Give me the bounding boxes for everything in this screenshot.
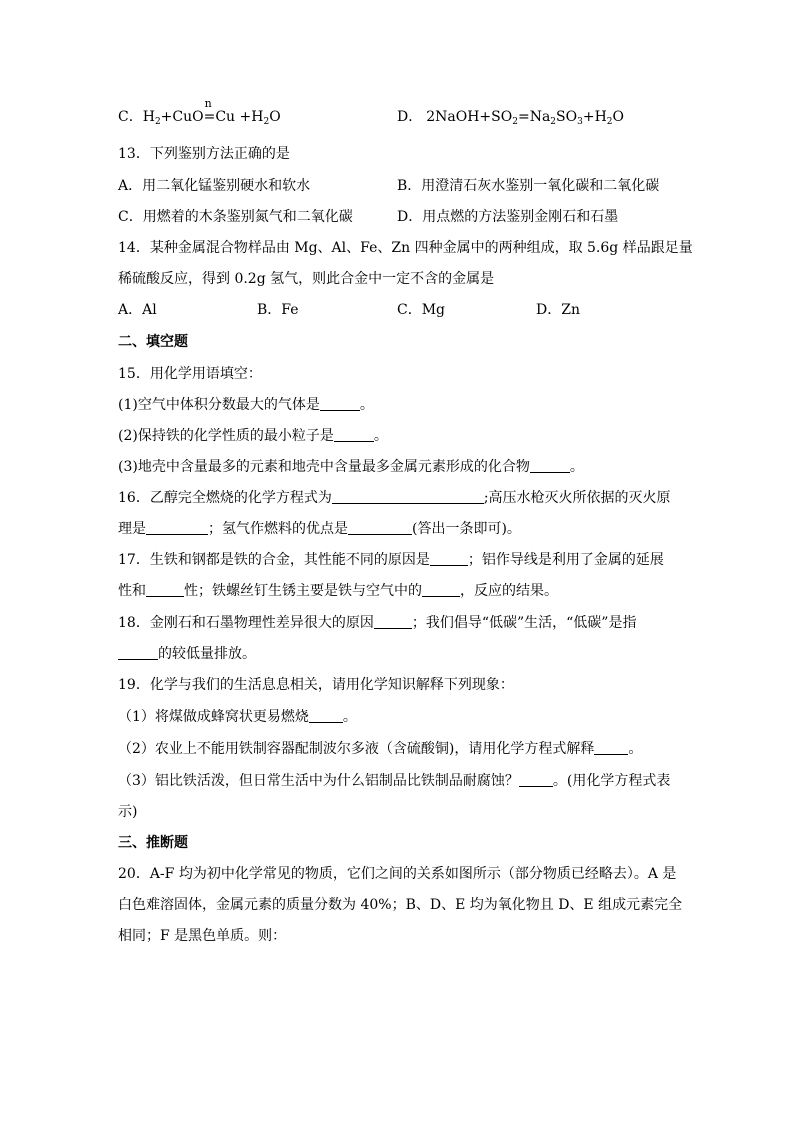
section-heading-fill-blank: 二、填空题 (118, 334, 188, 350)
q19-part3-cont: 示) (118, 804, 138, 820)
q17-line2: 性和 性；铁螺丝钉生锈主要是铁与空气中的 ，反应的结果。 (118, 583, 558, 599)
q20-line1: 20．A-F 均为初中化学常见的物质，它们之间的关系如图所示（部分物质已经略去）。A 是 (118, 866, 677, 882)
q14-option-d: D．Zn (536, 302, 580, 318)
q14-option-a: A．Al (118, 302, 157, 318)
q13-option-b: B．用澄清石灰水鉴别一氧化碳和二氧化碳 (397, 178, 660, 194)
q13-stem: 13．下列鉴别方法正确的是 (118, 146, 290, 162)
answer-blank (374, 614, 412, 629)
q14-option-c: C．Mg (397, 302, 446, 318)
q16-line2: 理是 ；氢气作燃料的优点是 (答出一条即可)。 (118, 521, 521, 537)
q12-option-c: C．$H_2+CuO$ n $=Cu +H_2O$ (118, 97, 281, 127)
q19-part2: （2）农业上不能用铁制容器配制波尔多液（含硫酸铜)，请用化学方程式解释 。 (118, 741, 643, 757)
q15-part1: (1)空气中体积分数最大的气体是 。 (118, 397, 374, 413)
answer-blank (430, 551, 468, 566)
q13-option-d: D．用点燃的方法鉴别金刚石和石墨 (397, 209, 619, 225)
q13-option-c: C．用燃着的木条鉴别氮气和二氧化碳 (118, 209, 353, 225)
q20-line2: 白色难溶固体，金属元素的质量分数为 40%；B、D、E 均为氧化物且 D、E 组成元素完全 (118, 897, 683, 913)
q18-line2: 的较低量排放。 (118, 644, 256, 664)
q14-stem-line2: 稀硫酸反应，得到 0.2g 氢气，则此合金中一定不含的金属是 (118, 271, 495, 287)
answer-blank (594, 740, 628, 755)
answer-blank (118, 645, 158, 660)
q15-part3: (3)地壳中含量最多的元素和地壳中含量最多金属元素形成的化合物 。 (118, 459, 584, 475)
answer-blank (146, 520, 208, 535)
q16-line1: 16．乙醇完全燃烧的化学方程式为 ;高压水枪灭火所依据的灭火原 (118, 490, 671, 506)
q14-option-b: B．Fe (257, 302, 299, 318)
q12-option-d: D． $2NaOH+SO_2=Na_2SO_3+H_2O$ (397, 109, 625, 127)
answer-blank (309, 708, 343, 723)
section-heading-inference: 三、推断题 (118, 835, 188, 851)
answer-blank (146, 582, 184, 597)
q19-part3: （3）铝比铁活泼，但日常生活中为什么铝制品比铁制品耐腐蚀？ 。(用化学方程式表 (118, 773, 671, 789)
q13-option-a: A．用二氧化锰鉴别硬水和软水 (118, 178, 311, 194)
q19-stem: 19．化学与我们的生活息息相关，请用化学知识解释下列现象： (118, 677, 514, 693)
reaction-condition: n = (203, 97, 216, 125)
q17-line1: 17．生铁和钢都是铁的合金，其性能不同的原因是 ；铝作导线是利用了金属的延展 (118, 552, 664, 568)
answer-blank (332, 489, 484, 504)
answer-blank (320, 396, 360, 411)
q15-part2: (2)保持铁的化学性质的最小粒子是 。 (118, 428, 388, 444)
q20-line3: 相同；F 是黑色单质。则： (118, 928, 287, 944)
q18-line1: 18．金刚石和石墨物理性差异很大的原因 ；我们倡导“低碳”生活，“低碳”是指 (118, 615, 637, 631)
q19-part1: （1）将煤做成蜂窝状更易燃烧 。 (118, 709, 357, 725)
answer-blank (334, 427, 374, 442)
answer-blank (348, 520, 412, 535)
answer-blank (422, 582, 460, 597)
q14-stem-line1: 14．某种金属混合物样品由 Mg、Al、Fe、Zn 四种金属中的两种组成，取 5.6g 样品跟足量 (118, 240, 693, 256)
answer-blank (530, 458, 570, 473)
answer-blank (519, 772, 553, 787)
q15-stem: 15．用化学用语填空： (118, 366, 262, 382)
